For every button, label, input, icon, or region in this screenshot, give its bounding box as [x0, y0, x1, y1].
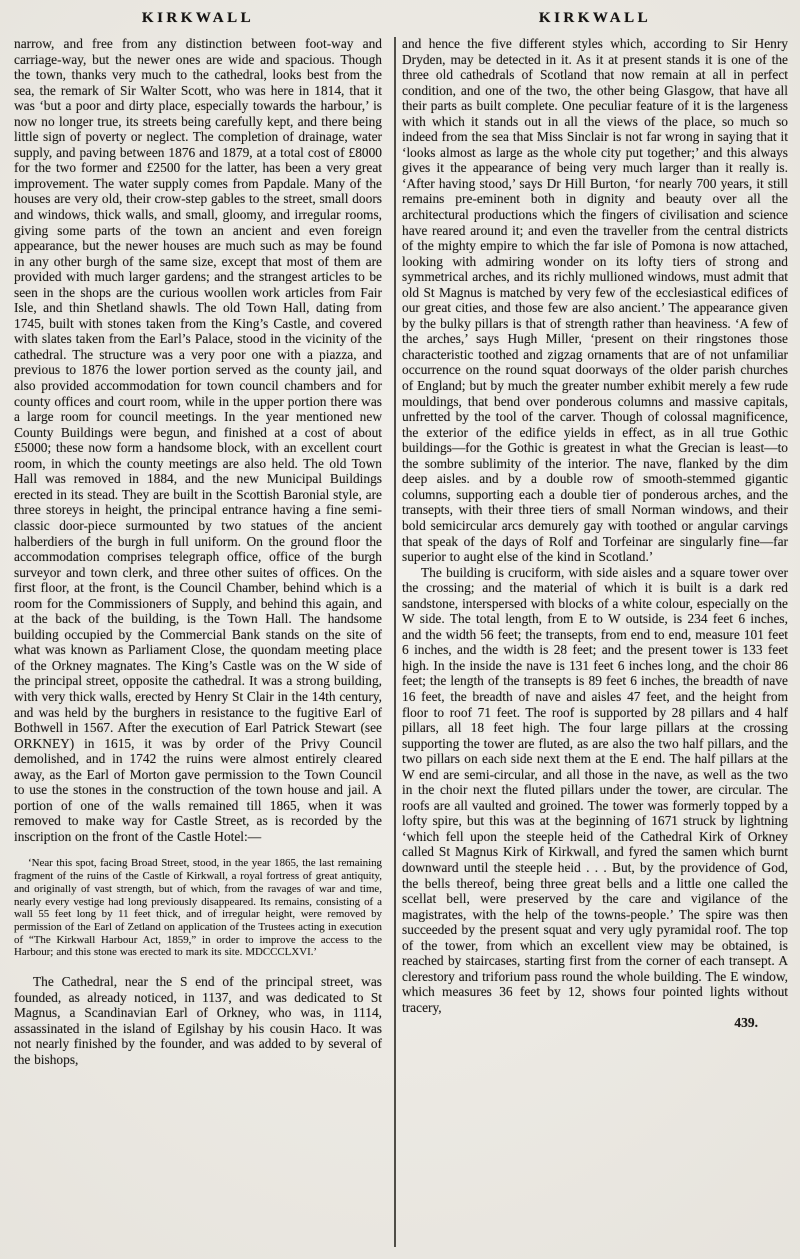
inscription-block-castle-stone: ‘Near this spot, facing Broad Street, stood, in the year 1865, the last remaining fragment of the ruins of the Castle of Kirkwall, a royal fortress of great antiquity, and originally of vast strength, but of which, from the ravages of war and time, nearly every vestige had long previously disappeared. Its remains, consisting of a wall 55 feet long by 11 feet thick, and of irregular height, were removed by permission of the Earl of Zetland on application of the Trustees acting in execution of “The Kirkwall Harbour Act, 1859,” in order to improve the access to the Harbour; and this stone was erected to mark its site. MDCCCLXVI.’ [14, 857, 382, 959]
right-column [402, 10, 788, 1251]
running-header-right: KIRKWALL [538, 10, 652, 26]
two-column-layout [14, 10, 788, 1251]
page-number: 439. [734, 1015, 758, 1031]
column-divider-rule [394, 37, 396, 1247]
running-header-left: KIRKWALL [141, 10, 255, 26]
left-column [14, 10, 388, 1251]
body-paragraph-cathedral-founding: The Cathedral, near the S end of the principal street, was founded, as already noticed, in 1137, and was dedicated to St Magnus, a Scandinavian Earl of Orkney, who was, in 1114, assassinated in the island of Egilshay by his cousin Haco. It was not nearly finished by the founder, and was added to by several of the bishops, [14, 974, 382, 1067]
body-paragraph-cathedral-styles: and hence the five different styles which, according to Sir Henry Dryden, may be detected in it. As it at present stands it is one of the three old cathedrals of Scotland that now remain at all in perfect condition, and one of the two, the other being Glasgow, that have all their parts as built complete. One peculiar feature of it is the largeness with which it stands out in all the views of the place, so much so indeed from the sea that Miss Sinclair is not far wrong in saying that it ‘looks almost as large as the whole city put together;’ and this always gives it the appearance of being very much larger than it really is. ‘After having stood,’ says Dr Hill Burton, ‘for nearly 700 years, it still remains pre-eminent both in dignity and beauty over all the architectural productions which the fingers of civilisation and science have reared around it; and even the traveller from the central districts of the mighty empire to which the far isle of Pomona is now attached, looking with admiring wonder on its lofty tiers of strong and symmetrical arches, and its richly mullioned windows, must admit that old St Magnus is matched by very few of the ecclesiastical edifices of our great cities, and those few are also ancient.’ The appearance given by the bulky pillars is that of strength rather than heaviness. ‘A few of the arches,’ says Hugh Miller, ‘present on their ringstones those characteristic toothed and zigzag ornaments that are of not unfamiliar occurrence on the round squat doorways of the older parish churches of England; but by much the greater number exhibit merely a few rude mouldings, that bend over ponderous columns and massive capitals, unfretted by the tool of the carver. Though of colossal magnificence, the exterior of the edifice yields in effect, as in all true Gothic buildings—for the Gothic is greatest in what the Grecian is least—to the sombre sublimity of the interior. The nave, flanked by the dim deep aisles. and by a double row of smooth-stemmed gigantic columns, supporting each a double tier of ponderous arches, and the transepts, with their three tiers of small Norman windows, and their bold semicircular arcs demurely gay with toothed or angular carvings that speak of the days of Rolf and Torfeinar are singularly fine—far superior to aught else of the kind in Scotland.’ [402, 36, 788, 565]
body-paragraph-building-dimensions: The building is cruciform, with side aisles and a square tower over the crossing; and the material of which it is built is a dark red sandstone, interspersed with blocks of a white colour, especially on the W side. The total length, from E to W outside, is 234 feet 6 inches, and the width 56 feet; the transepts, from end to end, measure 101 feet 6 inches, and the width is 28 feet; and the present tower is 133 feet high. In the inside the nave is 131 feet 6 inches long, and the choir 86 feet; the length of the transepts is 89 feet 6 inches, the breadth of nave 16 feet, the breadth of nave and aisles 47 feet, and the height from floor to roof 71 feet. The roof is supported by 28 pillars and 4 half pillars, all 18 feet high. The four large pillars at the crossing supporting the tower are fluted, as are also the two half pillars, and the two pillars on each side next them at the E end. The half pillars at the W end are semi-circular, and all those in the nave, as well as the two in the choir next the fluted pillars under the tower, are circular. The roofs are all vaulted and groined. The tower was formerly topped by a lofty spire, but this was at the beginning of 1671 struck by lightning ‘which fell upon the steeple heid of the Cathedral Kirk of Orkney called St Magnus Kirk of Kirkwall, and fyred the samen which burnt downward until the steeple heid . . . But, by the providence of God, the bells thereof, being three great bells and a little one called the scellat bell, were preserved by the care and vigilance of the magistrates, with the help of the towns-people.’ The spire was then succeeded by the present squat and very ugly pyramidal roof. The top of the tower, from which an excellent view may be obtained, is reached by staircases, starting first from the corner of each transept. A clerestory and triforium pass round the whole building. The E window, which measures 36 feet by 12, shows four pointed lights without tracery, [402, 564, 788, 1015]
body-paragraph-town-description: narrow, and free from any distinction between foot-way and carriage-way, but the newer ones are wide and spacious. Though the town, thanks very much to the cathedral, looks best from the sea, the remark of Sir Walter Scott, who was here in 1814, that it was ‘but a poor and dirty place, especially towards the harbour,’ is now no longer true, its streets being carefully kept, and there being little sign of poverty or neglect. The completion of drainage, water supply, and paving between 1876 and 1879, at a total cost of £8000 for the two former and £2500 for the latter, has been a very great improvement. The water supply comes from Papdale. Many of the houses are very old, their crow-step gables to the street, small doors and windows, thick walls, and small, gloomy, and irregular rooms, giving some parts of the town an ancient and even foreign appearance, but the newer houses are much such as may be found in any other burgh of the same size, except that most of them are provided with much larger gardens; and the strangest articles to be seen in the shops are the curious woollen work articles from Fair Isle, and thin Shetland shawls. The old Town Hall, dating from 1745, built with stones taken from the King’s Castle, and covered with slates taken from the Earl’s Palace, stood in the vicinity of the cathedral. The structure was a very poor one with a piazza, and previous to 1876 the lower portion served as the county jail, and also provided accommodation for town council chambers and for county offices and court room, while in the upper portion there was a large room for council meetings. In the year mentioned new County Buildings were begun, and finished at a cost of about £5000; these now form a handsome block, with an excellent court room, in which the county meetings are also held. The old Town Hall was removed in 1884, and the new Municipal Buildings erected in its stead. They are built in the Scottish Baronial style, are three storeys in height, the principal entrance having a fine semi-classic door-piece surmounted by two statues of the ancient halberdiers of the burgh in full uniform. On the ground floor the accommodation comprises telegraph office, office of the burgh surveyor and town clerk, and three other suites of offices. On the first floor, at the front, is the Council Chamber, behind which is a room for the Commissioners of Supply, and behind this again, and at the back of the building, is the Town Hall. The handsome building occupied by the Commercial Bank stands on the site of what was known as Parliament Close, the quondam meeting place of the Orkney magnates. The King’s Castle was on the W side of the principal street, opposite the cathedral. It was a strong building, with very thick walls, erected by Henry St Clair in the 14th century, and was held by the burghers in resistance to the fugitive Earl of Bothwell in 1567. After the execution of Earl Patrick Stewart (see ORKNEY) in 1615, it was by order of the Privy Council demolished, and in 1742 the ruins were almost entirely cleared away, as the Earl of Morton gave permission to the Town Council to use the stones in the construction of the town house and jail. A portion of one of the walls remained till 1865, when it was removed to make way for Castle Street, as is recorded by the inscription on the front of the Castle Hotel:— [14, 36, 382, 844]
